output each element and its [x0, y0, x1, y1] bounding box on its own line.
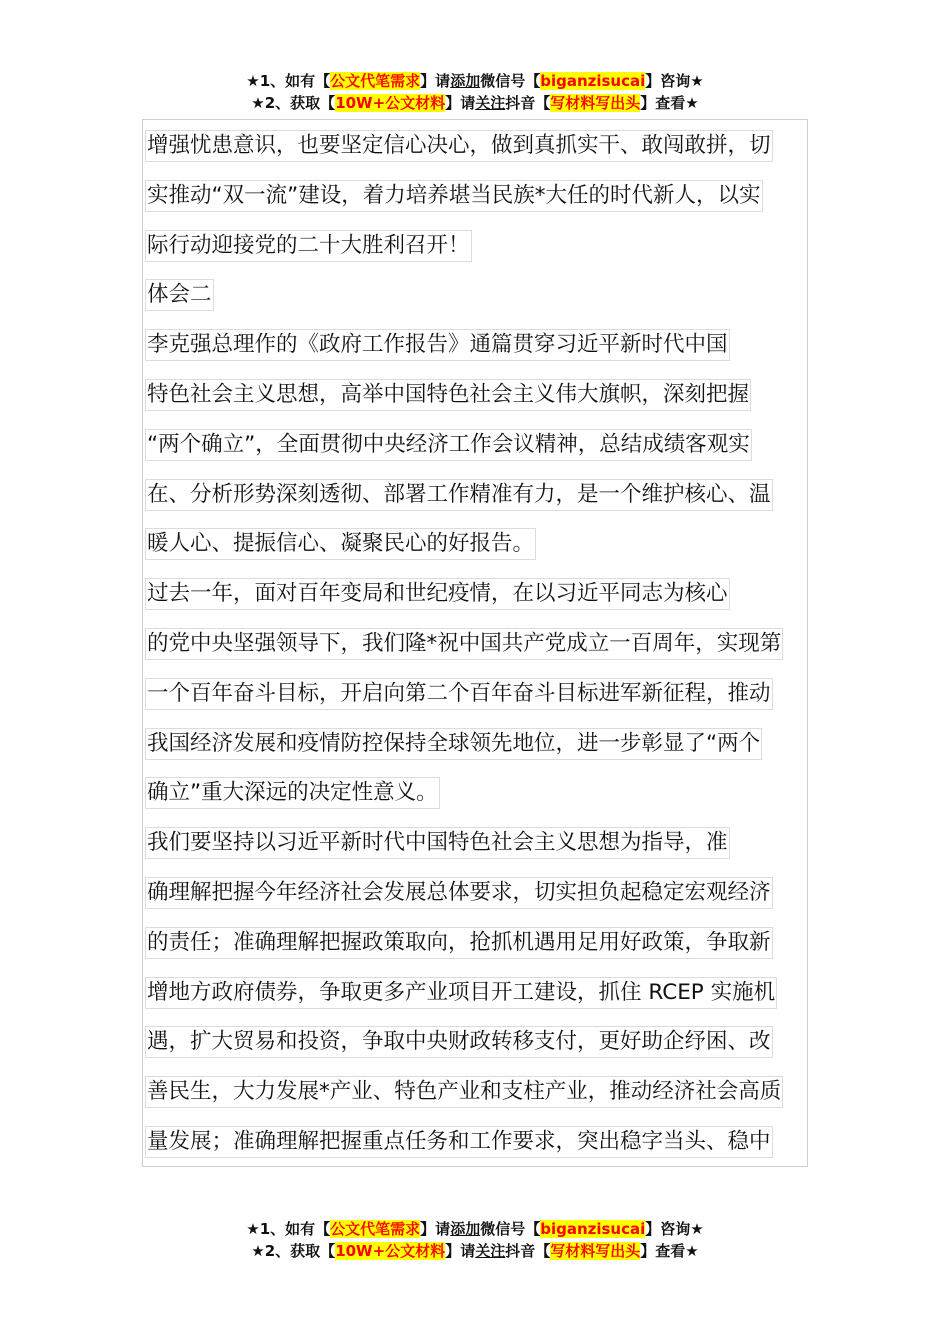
text-line	[145, 918, 807, 968]
banner-underline: 关注	[475, 1242, 506, 1260]
text-line	[145, 171, 807, 221]
text-line	[145, 569, 807, 619]
banner-text: 】请	[445, 94, 476, 112]
banner-highlight: biganzisucai	[540, 1220, 646, 1238]
banner-line-1	[0, 1218, 950, 1240]
text-line-content: 增地方政府债券，争取更多产业项目开工建设，抓住 RCEP 实施机	[145, 977, 777, 1009]
text-line	[145, 868, 807, 918]
banner-text: ★2、获取【	[251, 94, 336, 112]
text-line-content: 一个百年奋斗目标，开启向第二个百年奋斗目标进军新征程，推动	[145, 678, 773, 710]
banner-highlight: 写材料写出头	[550, 94, 641, 112]
text-line-content: 暖人心、提振信心、凝聚民心的好报告。	[145, 528, 536, 560]
banner-text: ★1、如有【	[246, 72, 331, 90]
text-line	[145, 221, 807, 271]
banner-text: 微信号【	[480, 1220, 541, 1238]
text-line-content: 量发展；准确理解把握重点任务和工作要求，突出稳字当头、稳中	[145, 1126, 773, 1158]
footer-banner	[0, 1218, 950, 1262]
text-line	[145, 818, 807, 868]
text-line-content: 实推动“双一流”建设，着力培养堪当民族*大任的时代新人，以实	[145, 180, 763, 212]
banner-text: 微信号【	[480, 72, 541, 90]
banner-text: 】请	[420, 72, 451, 90]
text-line-content: “两个确立”，全面贯彻中央经济工作会议精神，总结成绩客观实	[145, 429, 752, 461]
section-heading	[145, 270, 807, 320]
text-line	[145, 669, 807, 719]
text-line	[145, 1017, 807, 1067]
text-line-content: 特色社会主义思想，高举中国特色社会主义伟大旗帜，深刻把握	[145, 379, 751, 411]
text-line	[145, 320, 807, 370]
banner-highlight: 写材料写出头	[550, 1242, 641, 1260]
text-line-content: 李克强总理作的《政府工作报告》通篇贯穿习近平新时代中国	[145, 329, 730, 361]
banner-highlight: 公文代笔需求	[330, 72, 421, 90]
banner-text: 】查看★	[640, 94, 699, 112]
text-line	[145, 719, 807, 769]
banner-text: 】咨询★	[645, 72, 704, 90]
banner-line-2	[0, 1240, 950, 1262]
banner-text: 】咨询★	[645, 1220, 704, 1238]
banner-text: 抖音【	[505, 94, 551, 112]
text-line-content: 增强忧患意识，也要坚定信心决心，做到真抓实干、敢闯敢拼，切	[145, 130, 773, 162]
banner-highlight: 10W+公文材料	[335, 1242, 446, 1260]
banner-underline: 添加	[450, 72, 481, 90]
banner-text: ★2、获取【	[251, 1242, 336, 1260]
text-line-content: 的责任；准确理解把握政策取向，抢抓机遇用足用好政策，争取新	[145, 927, 773, 959]
banner-text: 】请	[420, 1220, 451, 1238]
text-line	[145, 1067, 807, 1117]
text-line	[145, 370, 807, 420]
text-line-content: 在、分析形势深刻透彻、部署工作精准有力，是一个维护核心、温	[145, 479, 773, 511]
text-line-content: 我们要坚持以习近平新时代中国特色社会主义思想为指导，准	[145, 827, 730, 859]
text-line	[145, 768, 807, 818]
text-line-content: 际行动迎接党的二十大胜利召开！	[145, 230, 472, 262]
text-line-content: 过去一年，面对百年变局和世纪疫情，在以习近平同志为核心	[145, 578, 730, 610]
banner-text: 】请	[445, 1242, 476, 1260]
banner-underline: 添加	[450, 1220, 481, 1238]
banner-underline: 关注	[475, 94, 506, 112]
text-line	[145, 519, 807, 569]
banner-text: 】查看★	[640, 1242, 699, 1260]
text-line-content: 善民生，大力发展*产业、特色产业和支柱产业，推动经济社会高质	[145, 1076, 783, 1108]
section-heading-text: 体会二	[145, 279, 214, 311]
text-line	[145, 420, 807, 470]
banner-line-1	[0, 70, 950, 92]
text-line-content: 的党中央坚强领导下，我们隆*祝中国共产党成立一百周年，实现第	[145, 628, 783, 660]
text-line-content: 遇，扩大贸易和投资，争取中央财政转移支付，更好助企纾困、改	[145, 1026, 773, 1058]
text-line	[145, 968, 807, 1018]
text-line-content: 确立”重大深远的决定性意义。	[145, 777, 440, 809]
banner-text: 抖音【	[505, 1242, 551, 1260]
banner-highlight: biganzisucai	[540, 72, 646, 90]
text-line	[145, 470, 807, 520]
banner-highlight: 10W+公文材料	[335, 94, 446, 112]
banner-highlight: 公文代笔需求	[330, 1220, 421, 1238]
banner-text: ★1、如有【	[246, 1220, 331, 1238]
document-body	[145, 121, 807, 1167]
banner-line-2	[0, 92, 950, 114]
header-banner	[0, 70, 950, 114]
text-line	[145, 1117, 807, 1167]
text-line-content: 我国经济发展和疫情防控保持全球领先地位，进一步彰显了“两个	[145, 728, 762, 760]
text-line	[145, 619, 807, 669]
text-line-content: 确理解把握今年经济社会发展总体要求，切实担负起稳定宏观经济	[145, 877, 773, 909]
text-line	[145, 121, 807, 171]
